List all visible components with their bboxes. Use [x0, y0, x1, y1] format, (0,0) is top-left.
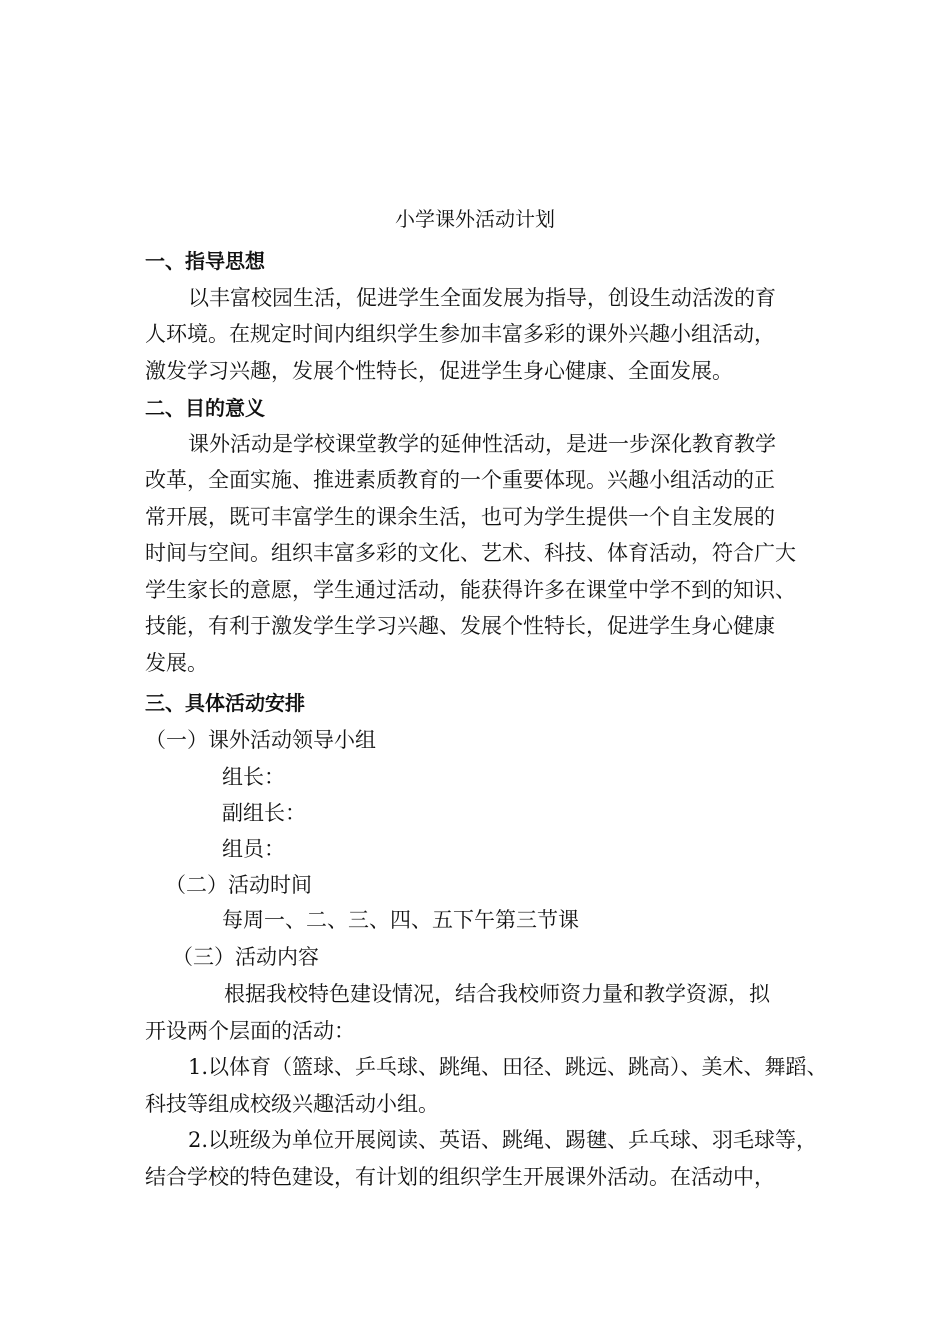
paragraph-line: 结合学校的特色建设，有计划的组织学生开展课外活动。在活动中， — [145, 1165, 775, 1189]
subsection-heading-activity-time: （二）活动时间 — [165, 873, 312, 897]
subsection-heading-leadership-group: （一）课外活动领导小组 — [145, 728, 376, 752]
list-item: 2.以班级为单位开展阅读、英语、跳绳、踢毽、乒乓球、羽毛球等， — [188, 1128, 818, 1152]
vice-leader-field: 副组长： — [222, 801, 306, 825]
activity-time-text: 每周一、二、三、四、五下午第三节课 — [222, 908, 579, 932]
section-heading-activity-arrangement: 三、具体活动安排 — [145, 691, 305, 715]
paragraph-line: 改革，全面实施、推进素质教育的一个重要体现。兴趣小组活动的正 — [145, 468, 775, 492]
paragraph-line: 科技等组成校级兴趣活动小组。 — [145, 1092, 439, 1116]
paragraph-line: 开设两个层面的活动： — [145, 1019, 355, 1043]
section-heading-guiding-thought: 一、指导思想 — [145, 249, 265, 273]
subsection-heading-activity-content: （三）活动内容 — [172, 945, 319, 969]
paragraph-line: 时间与空间。组织丰富多彩的文化、艺术、科技、体育活动，符合广大 — [145, 541, 796, 565]
members-field: 组员： — [222, 837, 285, 861]
list-item: 1.以体育（篮球、乒乓球、跳绳、田径、跳远、跳高）、美术、舞蹈、 — [188, 1055, 828, 1079]
section-heading-purpose: 二、目的意义 — [145, 396, 265, 420]
paragraph-line: 发展。 — [145, 651, 208, 675]
paragraph-line: 学生家长的意愿，学生通过活动，能获得许多在课堂中学不到的知识、 — [145, 578, 796, 602]
leader-field: 组长： — [222, 765, 285, 789]
paragraph-line: 常开展，既可丰富学生的课余生活，也可为学生提供一个自主发展的 — [145, 505, 775, 529]
paragraph-line: 人环境。在规定时间内组织学生参加丰富多彩的课外兴趣小组活动， — [145, 322, 775, 346]
paragraph-line: 以丰富校园生活，促进学生全面发展为指导，创设生动活泼的育 — [188, 286, 776, 310]
paragraph-line: 课外活动是学校课堂教学的延伸性活动，是进一步深化教育教学 — [188, 432, 776, 456]
document-title: 小学课外活动计划 — [395, 207, 555, 231]
paragraph-line: 激发学习兴趣，发展个性特长，促进学生身心健康、全面发展。 — [145, 359, 733, 383]
paragraph-line: 根据我校特色建设情况，结合我校师资力量和教学资源，拟 — [224, 982, 770, 1006]
paragraph-line: 技能，有利于激发学生学习兴趣、发展个性特长，促进学生身心健康 — [145, 614, 775, 638]
